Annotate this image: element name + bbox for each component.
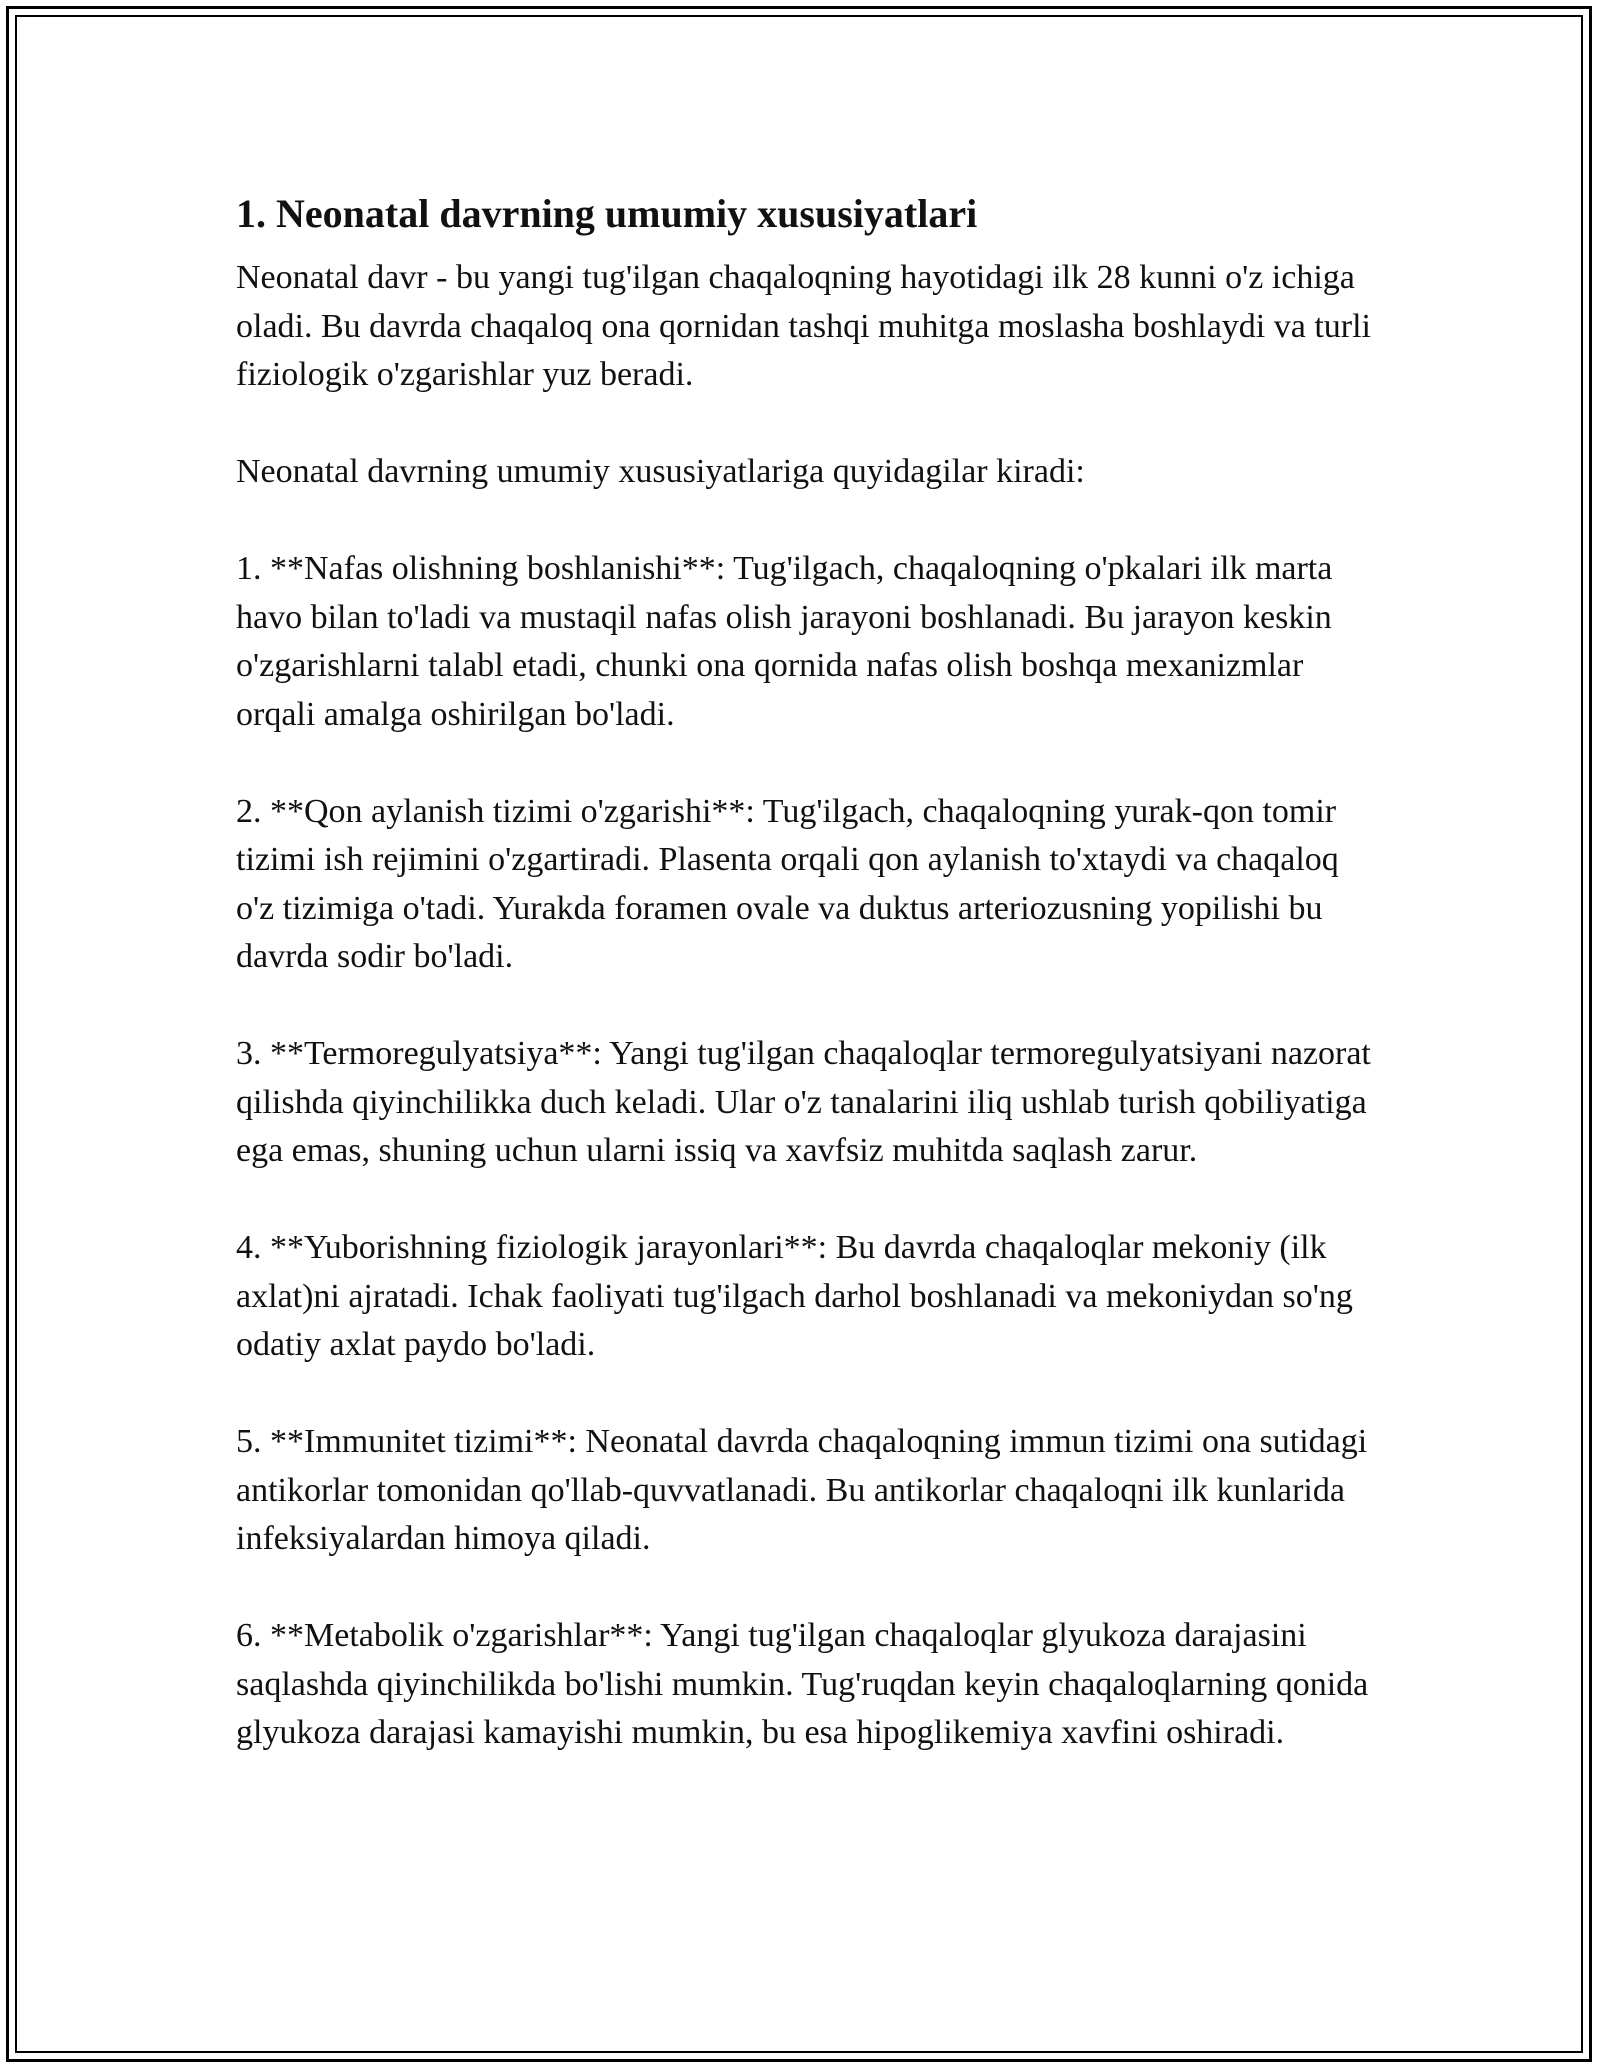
list-item: 5. **Immunitet tizimi**: Neonatal davrda chaqaloqning immun tizimi ona sutidagi antikorlar tomonidan qo'llab-quvvatlanadi. Bu antikorlar chaqaloqni ilk kunlarida infeksiyalardan himoya qiladi. — [236, 1423, 1368, 1557]
list-item: 4. **Yuborishning fiziologik jarayonlari**: Bu davrda chaqaloqlar mekoniy (ilk axlat)ni ajratadi. Ichak faoliyati tug'ilgach darhol boshlanadi va mekoniydan so'ng odatiy axlat paydo bo'ladi. — [236, 1229, 1353, 1363]
lead-in-paragraph: Neonatal davrning umumiy xususiyatlariga quyidagilar kiradi: — [236, 453, 1085, 490]
intro-paragraph: Neonatal davr - bu yangi tug'ilgan chaqaloqning hayotidagi ilk 28 kunni o'z ichiga oladi. Bu davrda chaqaloq ona qornidan tashqi muhitga moslasha boshlaydi va turli fiziologik o'zgarishlar yuz beradi. — [236, 259, 1371, 393]
list-item: 6. **Metabolik o'zgarishlar**: Yangi tug'ilgan chaqaloqlar glyukoza darajasini saqlashda qiyinchilikda bo'lishi mumkin. Tug'ruqdan keyin chaqaloqlarning qonida glyukoza darajasi kamayishi mumkin, bu esa hipoglikemiya xavfini oshiradi. — [236, 1617, 1369, 1751]
list-item: 2. **Qon aylanish tizimi o'zgarishi**: Tug'ilgach, chaqaloqning yurak-qon tomir tizimi ish rejimini o'zgartiradi. Plasenta orqali qon aylanish to'xtaydi va chaqaloq o'z tizimiga o'tadi. Yurakda foramen ovale va duktus arteriozusning yopilishi bu davrda sodir bo'ladi. — [236, 792, 1339, 975]
document-body — [236, 188, 1376, 1758]
list-item: 3. **Termoregulyatsiya**: Yangi tug'ilgan chaqaloqlar termoregulyatsiyani nazorat qilishda qiyinchilikka duch keladi. Ular o'z tanalarini iliq ushlab turish qobiliyatiga ega emas, shuning uchun ularni issiq va xavfsiz muhitda saqlash zarur. — [236, 1035, 1371, 1169]
document-title: 1. Neonatal davrning umumiy xususiyatlari — [236, 191, 978, 236]
list-item: 1. **Nafas olishning boshlanishi**: Tug'ilgach, chaqaloqning o'pkalari ilk marta havo bilan to'ladi va mustaqil nafas olish jarayoni boshlanadi. Bu jarayon keskin o'zgarishlarni talabl etadi, chunki ona qornida nafas olish boshqa mexanizmlar orqali amalga oshirilgan bo'ladi. — [236, 550, 1333, 733]
